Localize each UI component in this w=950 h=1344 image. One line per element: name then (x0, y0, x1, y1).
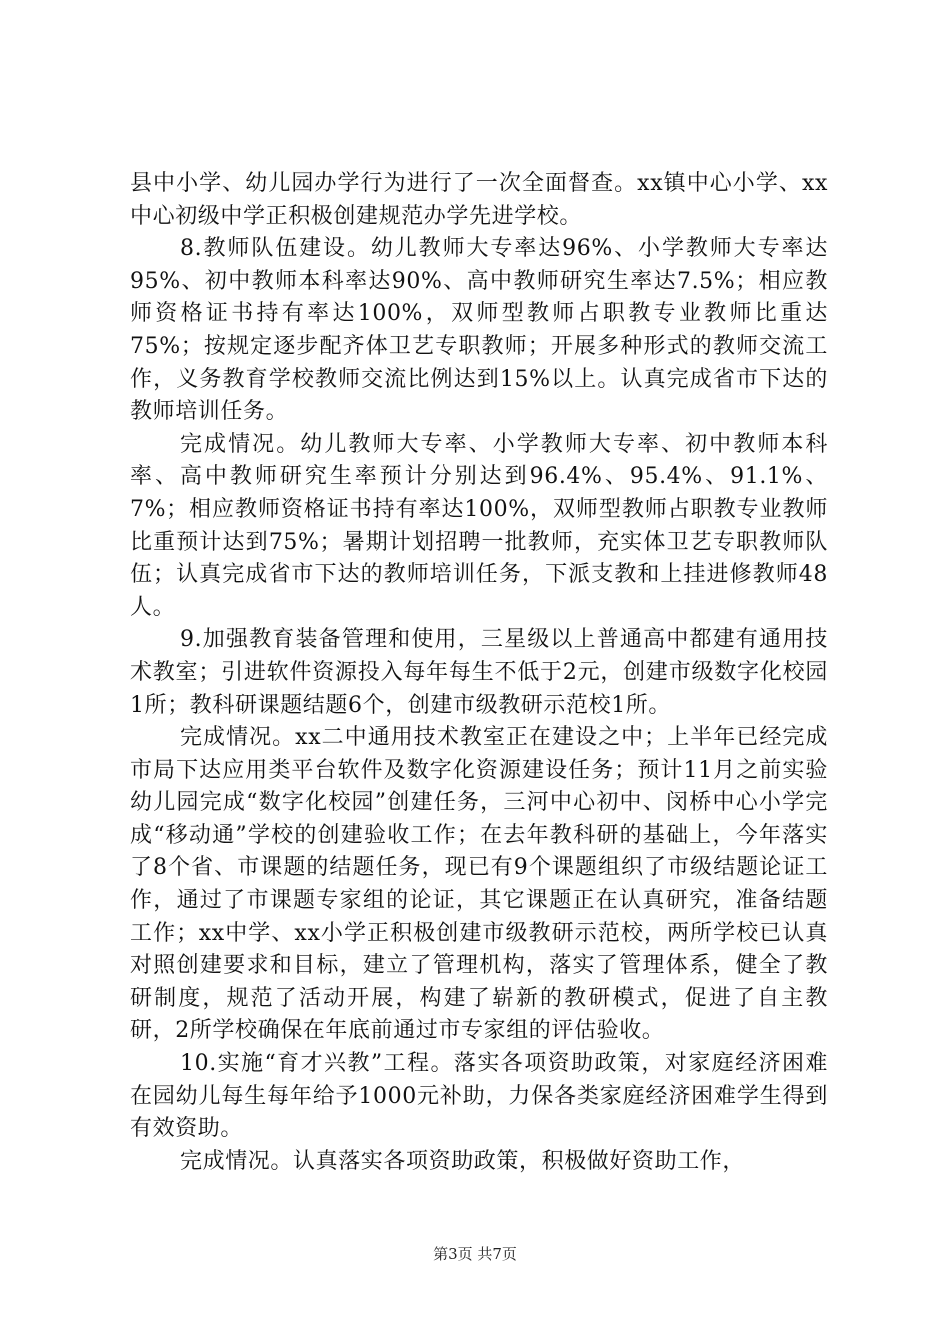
paragraph-continuation: 县中小学、幼儿园办学行为进行了一次全面督查。xx镇中心小学、xx中心初级中学正积极创建规范办学先进学校。 (130, 171, 828, 229)
paragraph-item-8: 8.教师队伍建设。幼儿教师大专率达96%、小学教师大专率达95%、初中教师本科率达90%、高中教师研究生率达7.5%；相应教师资格证书持有率达100%，双师型教师占职教专业教师比重达75%；按规定逐步配齐体卫艺专职教师；开展多种形式的教师交流工作，义务教育学校教师交流比例达到15%以上。认真完成省市下达的教师培训任务。 (130, 236, 828, 425)
page-number-footer: 第3页 共7页 (433, 1245, 517, 1263)
paragraph-item-10-status: 完成情况。认真落实各项资助政策，积极做好资助工作， (180, 1148, 746, 1174)
paragraph-item-8-status: 完成情况。幼儿教师大专率、小学教师大专率、初中教师本科率、高中教师研究生率预计分别达到96.4%、95.4%、91.1%、7%；相应教师资格证书持有率达100%，双师型教师占职教专业教师比重预计达到75%；暑期计划招聘一批教师，充实体卫艺专职教师队伍；认真完成省市下达的教师培训任务，下派支教和上挂进修教师48人。 (130, 431, 828, 620)
paragraph-item-9-status: 完成情况。xx二中通用技术教室正在建设之中；上半年已经完成市局下达应用类平台软件及数字化资源建设任务；预计11月之前实验幼儿园完成“数字化校园”创建任务，三河中心初中、闵桥中心小学完成“移动通”学校的创建验收工作；在去年教科研的基础上，今年落实了8个省、市课题的结题任务，现已有9个课题组织了市级结题论证工作，通过了市课题专家组的论证，其它课题正在认真研究，准备结题工作；xx中学、xx小学正积极创建市级教研示范校，两所学校已认真对照创建要求和目标，建立了管理机构，落实了管理体系，健全了教研制度，规范了活动开展，构建了崭新的教研模式，促进了自主教研，2所学校确保在年底前通过市专家组的评估验收。 (130, 725, 828, 1044)
paragraph-item-9: 9.加强教育装备管理和使用，三星级以上普通高中都建有通用技术教室；引进软件资源投入每年每生不低于2元，创建市级数字化校园1所；教科研课题结题6个，创建市级教研示范校1所。 (130, 627, 828, 718)
paragraph-item-10: 10.实施“育才兴教”工程。落实各项资助政策，对家庭经济困难在园幼儿每生每年给予1000元补助，力保各类家庭经济困难学生得到有效资助。 (130, 1051, 828, 1142)
document-body (130, 168, 828, 1178)
